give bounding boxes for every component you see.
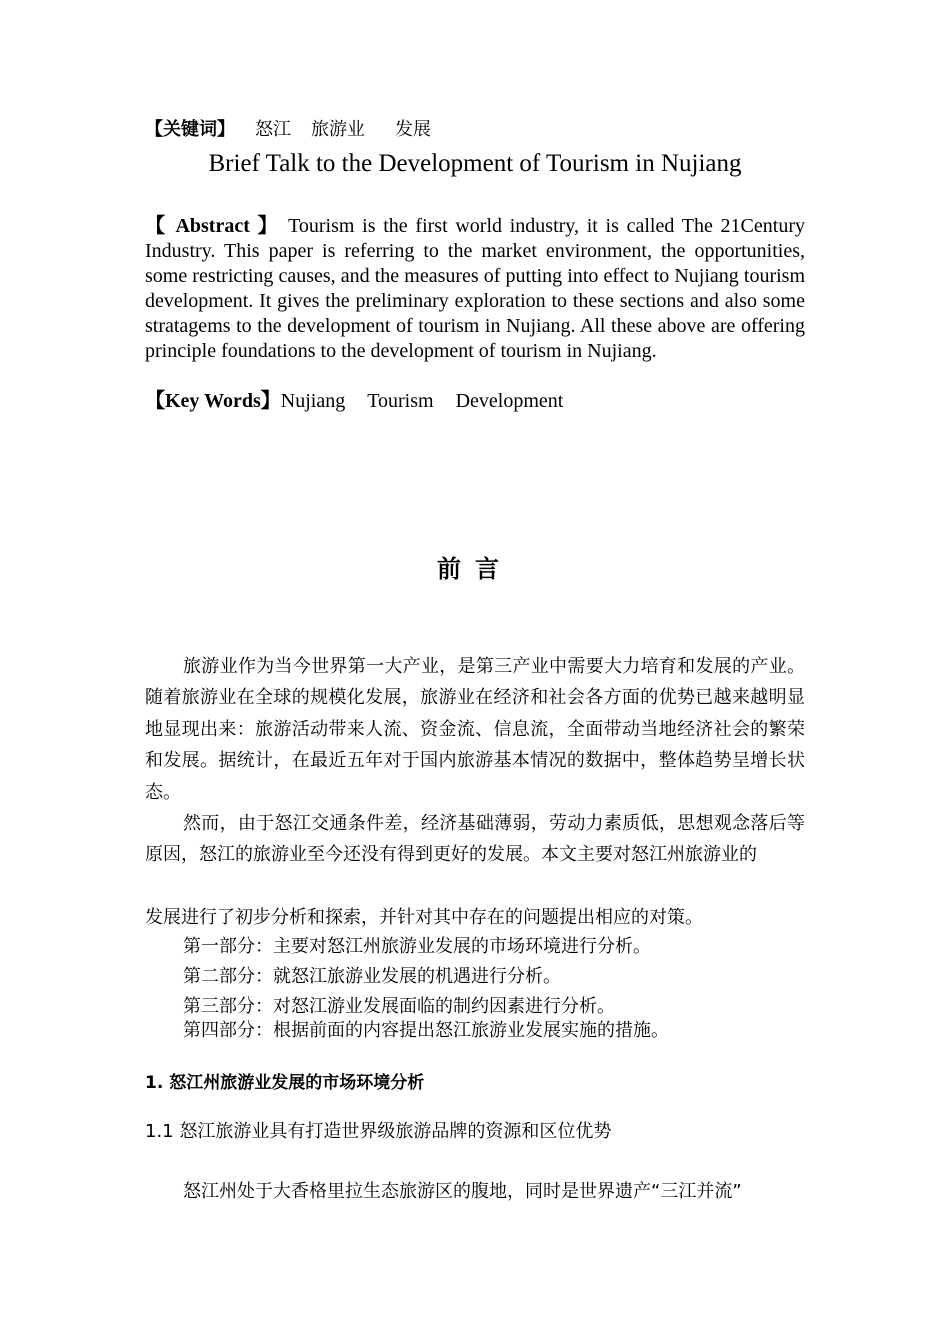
abstract-text: Tourism is the first world industry, it is called The 21Century Industry. This paper is referring to the market environment, the opportunities, some restricting causes, and the measures of putting into effect to Nujiang tourism development. It gives the preliminary exploration to these sections and also some stratagems to the development of tourism in Nujiang. All these above are offering principle foundations to the development of tourism in Nujiang. — [145, 215, 805, 362]
preface-part-3: 第三部分：对怒江游业发展面临的制约因素进行分析。 — [183, 996, 615, 1017]
english-keywords-label: 【Key Words】 — [145, 390, 281, 412]
english-keyword: Tourism — [367, 390, 434, 412]
section-1-1-heading: 1.1 怒江旅游业具有打造世界级旅游品牌的资源和区位优势 — [145, 1121, 612, 1142]
chinese-keyword: 发展 — [395, 119, 431, 140]
preface-paragraph-2: 然而，由于怒江交通条件差，经济基础薄弱，劳动力素质低，思想观念落后等原因，怒江的旅游业至今还没有得到更好的发展。本文主要对怒江州旅游业的 — [145, 813, 805, 866]
chinese-keyword: 旅游业 — [311, 119, 365, 140]
english-keywords-line — [145, 389, 585, 414]
preface-part-2: 第二部分：就怒江旅游业发展的机遇进行分析。 — [183, 966, 561, 987]
english-keyword: Development — [455, 390, 564, 412]
abstract-paragraph — [145, 214, 805, 364]
chinese-keywords-label: 【关键词】 — [145, 119, 235, 140]
chinese-keyword: 怒江 — [255, 119, 291, 140]
abstract-label: 【 Abstract 】 — [145, 215, 281, 237]
english-title: Brief Talk to the Development of Tourism in Nujiang — [208, 150, 742, 177]
english-keyword: Nujiang — [280, 390, 346, 412]
preface-part-1: 第一部分：主要对怒江州旅游业发展的市场环境进行分析。 — [183, 936, 651, 957]
preface-paragraph-2-continued: 发展进行了初步分析和探索，并针对其中存在的问题提出相应的对策。 — [145, 907, 703, 928]
preface-paragraph-1: 旅游业作为当今世界第一大产业，是第三产业中需要大力培育和发展的产业。随着旅游业在全球的规模化发展，旅游业在经济和社会各方面的优势已越来越明显地显现出来：旅游活动带来人流、资金流、信息流，全面带动当地经济社会的繁荣和发展。据统计，在最近五年对于国内旅游基本情况的数据中，整体趋势呈增长状态。 — [145, 656, 805, 803]
section-1-heading: 1. 怒江州旅游业发展的市场环境分析 — [145, 1073, 425, 1093]
preface-title: 前言 — [437, 555, 513, 583]
preface-part-4: 第四部分：根据前面的内容提出怒江旅游业发展实施的措施。 — [183, 1020, 669, 1041]
section-1-1-paragraph: 怒江州处于大香格里拉生态旅游区的腹地，同时是世界遗产“三江并流” — [183, 1181, 742, 1202]
chinese-keywords-line — [145, 115, 431, 141]
